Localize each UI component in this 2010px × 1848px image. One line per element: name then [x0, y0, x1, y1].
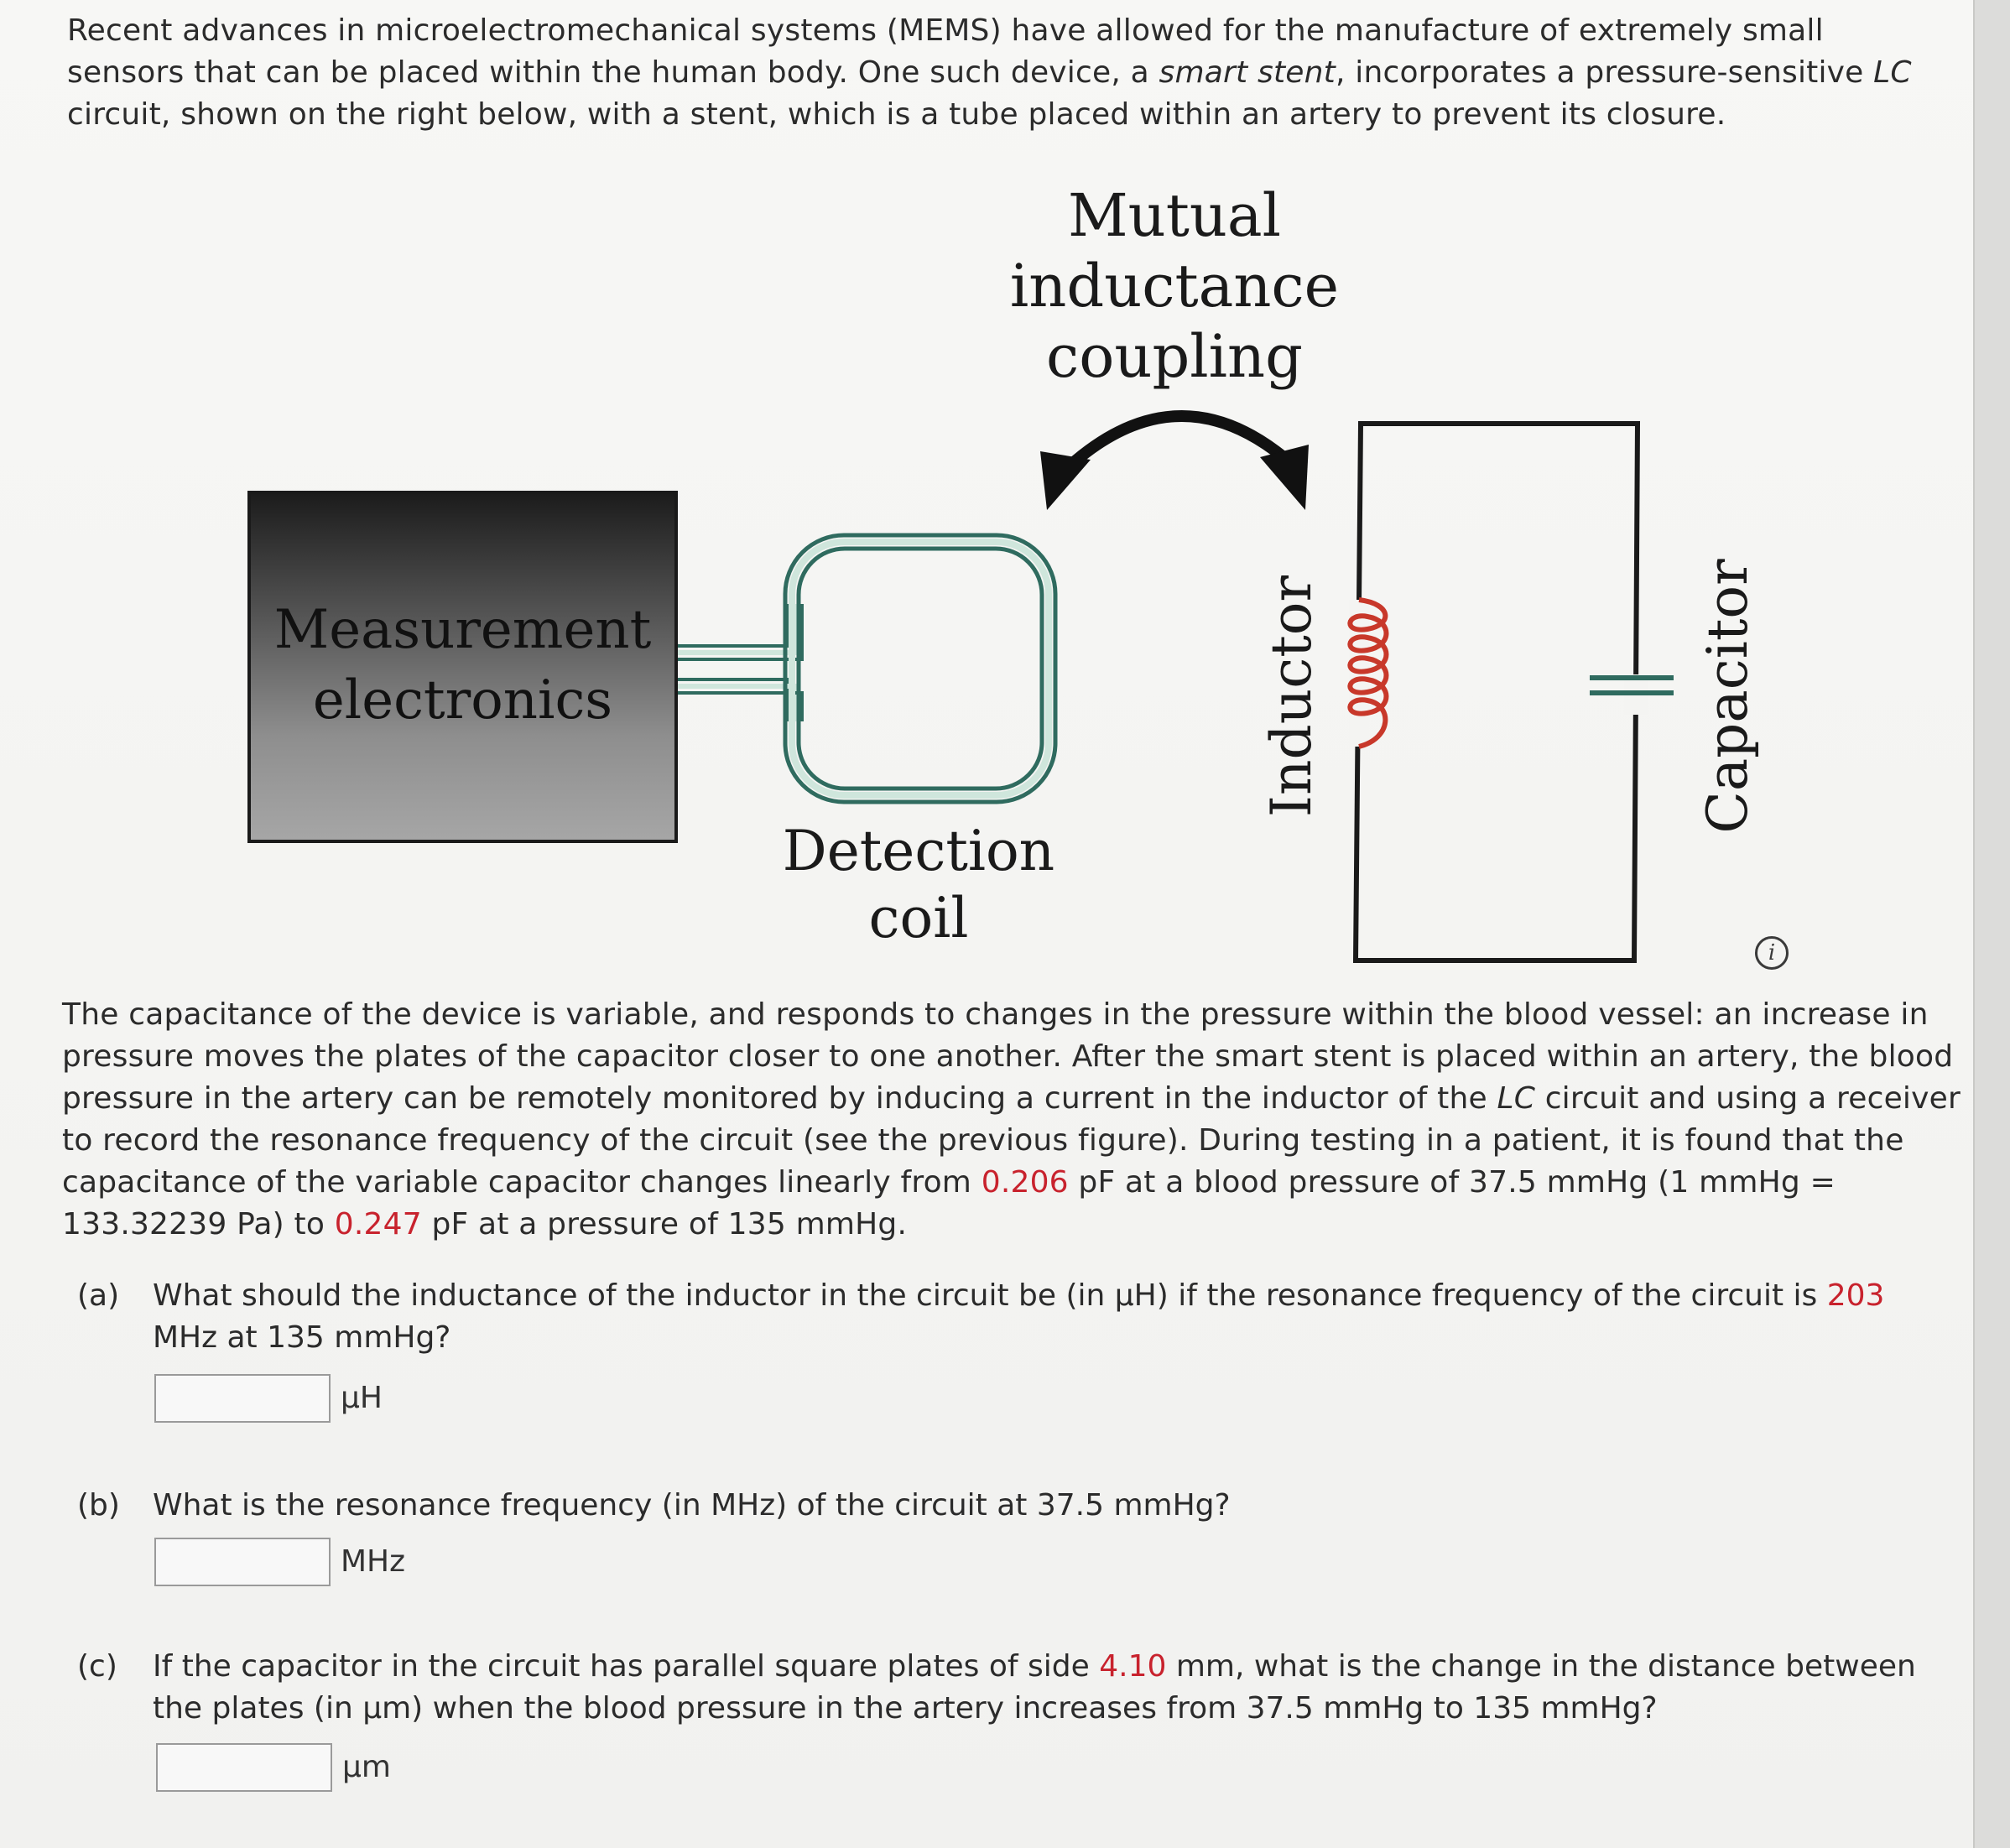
inductor-label: Inductor — [1259, 575, 1324, 818]
box-to-coil-wires — [671, 604, 802, 721]
intro-paragraph: Recent advances in microelectromechanical systems (MEMS) have allowed for the manufacture of extremely small sensors that can be placed within the human body. One such device, a smart stent, incorporates a pressure-sensitive LC circuit, shown on the right below, with a stent, which is a tube placed within an artery to prevent its closure. — [67, 13, 1912, 132]
measurement-electronics-box — [247, 491, 678, 843]
question-a-letter: (a) — [77, 1278, 120, 1313]
capacitor-label: Capacitor — [1695, 559, 1760, 834]
question-a-text: What should the inductance of the inductor in the circuit be (in μH) if the resonance frequency of the circuit is 203 MHz at 135 mmHg? — [153, 1278, 1885, 1355]
answer-c-input[interactable] — [156, 1743, 332, 1792]
question-c-letter: (c) — [77, 1649, 117, 1684]
answer-a-input[interactable] — [154, 1374, 331, 1423]
measurement-electronics-label: Measurement electronics — [273, 599, 652, 731]
coupling-arrow — [1040, 416, 1309, 510]
detection-coil — [785, 535, 1055, 802]
lc-circuit — [1349, 424, 1674, 960]
description-paragraph: The capacitance of the device is variable, and responds to changes in the pressure within the blood vessel: an increase in pressure moves the plates of the capacitor closer to one another. After the smart stent is placed within an artery, the blood pressure in the artery can be remotely monitored by inducing a current in the inductor of the LC circuit and using a receiver to record the resonance frequency of the circuit (see the previous figure). During testing in a patient, it is found that the capacitance of the variable capacitor changes linearly from 0.206 pF at a blood pressure of 37.5 mmHg (1 mmHg = 133.32239 Pa) to 0.247 pF at a pressure of 135 mmHg. — [62, 997, 1961, 1242]
question-c-text: If the capacitor in the circuit has parallel square plates of side 4.10 mm, what is the change in the distance between the plates (in μm) when the blood pressure in the artery increases from 37.5 mmHg to 135 mmHg? — [153, 1649, 1916, 1726]
coupling-label: Mutual inductance coupling — [1009, 181, 1340, 391]
answer-a-unit: μH — [341, 1381, 383, 1415]
info-icon[interactable]: i — [1755, 936, 1789, 970]
detection-coil-label: Detection coil — [782, 819, 1055, 950]
answer-c-unit: μm — [342, 1750, 391, 1784]
question-b-text: What is the resonance frequency (in MHz) of the circuit at 37.5 mmHg? — [153, 1488, 1231, 1523]
question-b-letter: (b) — [77, 1488, 120, 1523]
answer-b-input[interactable] — [154, 1538, 331, 1586]
answer-b-unit: MHz — [341, 1544, 406, 1579]
